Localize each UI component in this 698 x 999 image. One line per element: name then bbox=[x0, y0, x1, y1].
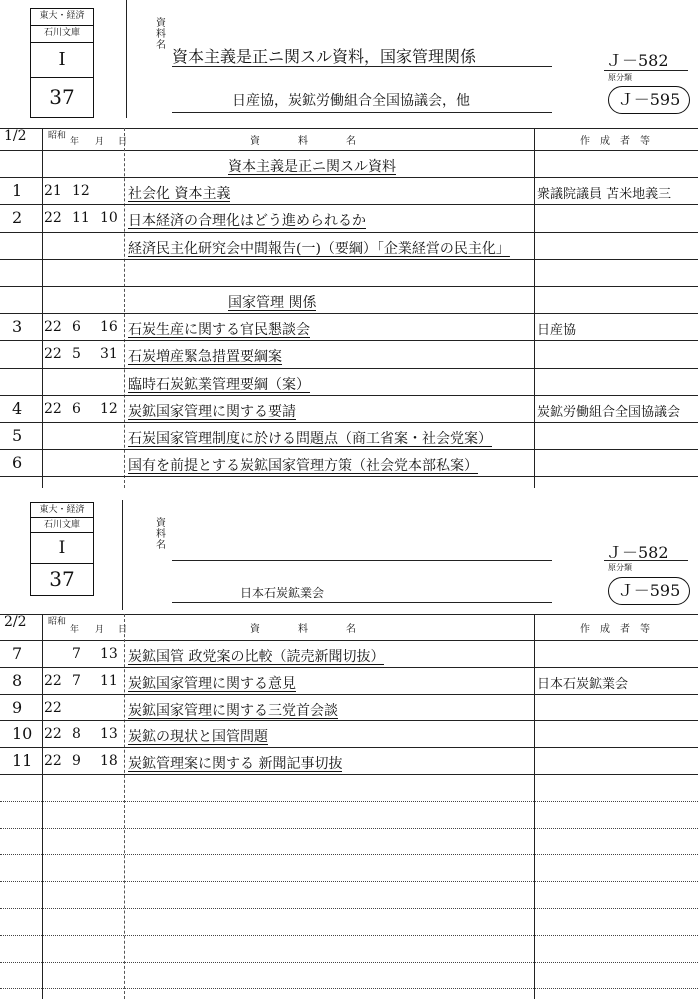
row-month: 12 bbox=[72, 183, 90, 200]
row-separator bbox=[0, 177, 698, 178]
row-separator bbox=[0, 313, 698, 314]
row-day: 18 bbox=[100, 753, 118, 770]
header-day: 日 bbox=[118, 625, 128, 635]
row-day: 13 bbox=[100, 646, 118, 662]
header-month: 月 bbox=[95, 137, 105, 147]
row-number: 2 bbox=[12, 208, 23, 228]
row-title: 炭鉱国管 政党案の比較（読売新聞切抜） bbox=[128, 649, 385, 665]
label-top: 東大・経済 bbox=[31, 9, 93, 26]
row-title: 炭鉱国家管理に関する意見 bbox=[128, 675, 296, 692]
shiryo-label: 資料名 bbox=[156, 518, 166, 551]
collection-label-box bbox=[30, 502, 94, 596]
row-separator bbox=[0, 449, 698, 450]
row-title: 臨時石炭鉱業管理要綱（案） bbox=[128, 376, 310, 393]
row-day: 12 bbox=[100, 400, 118, 417]
card-subtitle: 日本石炭鉱業会 bbox=[240, 586, 325, 600]
header-day: 日 bbox=[118, 137, 128, 147]
row-separator bbox=[0, 720, 698, 721]
row-author: 日本石炭鉱業会 bbox=[537, 676, 629, 692]
row-separator bbox=[0, 422, 698, 423]
row-number: 8 bbox=[12, 670, 23, 690]
card-divider bbox=[126, 0, 127, 118]
row-year: 22 bbox=[44, 210, 62, 227]
row-number: 1 bbox=[12, 181, 23, 201]
row-separator bbox=[0, 962, 698, 963]
header-month: 月 bbox=[95, 625, 105, 635]
label-middle: 石川文庫 bbox=[31, 26, 93, 43]
row-title: 国有を前提とする炭鉱国家管理方策（社会党本部私案） bbox=[128, 458, 478, 475]
row-month: 6 bbox=[72, 400, 81, 417]
label-number: 37 bbox=[49, 567, 75, 591]
row-number: 9 bbox=[12, 697, 23, 717]
row-year: 21 bbox=[44, 183, 62, 200]
row-title: 炭鉱国家管理に関する要請 bbox=[128, 403, 296, 420]
row-separator bbox=[0, 747, 698, 748]
row-author: 日産協 bbox=[537, 323, 577, 339]
row-title: 石炭国家管理制度に於ける問題点（商工省案・社会党案） bbox=[128, 431, 492, 447]
header-col-title: 資 料 名 bbox=[250, 624, 370, 635]
row-day: 10 bbox=[100, 210, 118, 227]
label-roman: I bbox=[31, 533, 93, 564]
card-subtitle: 日産協，炭鉱労働組合全国協議会，他 bbox=[232, 93, 470, 109]
header-era: 昭和 bbox=[48, 131, 67, 141]
row-title: 炭鉱国家管理に関する三党首会談 bbox=[128, 702, 338, 719]
row-separator bbox=[0, 259, 698, 260]
row-number: 11 bbox=[12, 751, 33, 771]
code-top: Ｊ－582 bbox=[606, 543, 669, 562]
row-title: 日本経済の合理化はどう進められるか bbox=[128, 213, 366, 230]
row-title: 石炭生産に関する官民懇談会 bbox=[128, 322, 310, 339]
row-separator bbox=[0, 774, 698, 775]
row-year: 22 bbox=[44, 346, 62, 363]
row-author: 炭鉱労働組合全国協議会 bbox=[537, 404, 681, 420]
row-number: 10 bbox=[12, 724, 33, 744]
header-year: 年 bbox=[70, 625, 80, 635]
row-author: 衆議院議員 苫米地義三 bbox=[537, 187, 672, 203]
row-day: 16 bbox=[100, 319, 118, 336]
row-separator bbox=[0, 908, 698, 909]
row-number: 4 bbox=[12, 398, 23, 418]
code-oval: Ｊ－595 bbox=[608, 577, 690, 605]
row-month: 7 bbox=[72, 672, 81, 689]
card-title: 資本主義是正ニ関スル資料，国家管理関係 bbox=[172, 47, 477, 66]
row-separator bbox=[0, 828, 698, 829]
header-year: 年 bbox=[70, 137, 80, 147]
label-top: 東大・経済 bbox=[31, 503, 93, 518]
row-separator bbox=[0, 476, 698, 477]
row-separator bbox=[0, 204, 698, 205]
row-day: 13 bbox=[100, 726, 118, 743]
row-year: 22 bbox=[44, 699, 62, 716]
row-separator bbox=[0, 340, 698, 341]
row-separator bbox=[0, 801, 698, 802]
label-number: 37 bbox=[49, 85, 75, 109]
row-day: 11 bbox=[100, 672, 118, 689]
row-separator bbox=[0, 667, 698, 668]
page-indicator: 1/2 bbox=[4, 128, 27, 144]
row-number: 5 bbox=[12, 426, 23, 445]
row-title: 石炭増産緊急措置要綱案 bbox=[128, 349, 282, 366]
row-number: 3 bbox=[12, 317, 23, 337]
row-separator bbox=[0, 988, 698, 989]
row-year: 22 bbox=[44, 726, 62, 743]
row-month: 9 bbox=[72, 753, 81, 770]
row-title: 資本主義是正ニ関スル資料 bbox=[228, 159, 396, 175]
row-year: 22 bbox=[44, 672, 62, 689]
page-indicator: 2/2 bbox=[4, 614, 27, 630]
collection-label-box bbox=[30, 8, 94, 118]
row-month: 5 bbox=[72, 346, 81, 363]
row-number: 7 bbox=[12, 644, 23, 663]
row-month: 11 bbox=[72, 210, 90, 227]
row-separator bbox=[0, 286, 698, 287]
row-separator bbox=[0, 935, 698, 936]
row-separator bbox=[0, 694, 698, 695]
header-era: 昭和 bbox=[48, 617, 67, 627]
row-separator bbox=[0, 881, 698, 882]
row-month: 6 bbox=[72, 319, 81, 336]
label-roman: I bbox=[31, 43, 93, 78]
row-month: 7 bbox=[72, 646, 81, 662]
header-col-author: 作 成 者 等 bbox=[580, 624, 650, 635]
row-separator bbox=[0, 232, 698, 233]
header-col-title: 資 料 名 bbox=[250, 136, 370, 147]
row-separator bbox=[0, 854, 698, 855]
code-small-label: 原分類 bbox=[608, 563, 632, 572]
row-separator bbox=[0, 395, 698, 396]
row-title: 炭鉱管理案に関する 新聞記事切抜 bbox=[128, 756, 343, 773]
header-col-author: 作 成 者 等 bbox=[580, 136, 650, 147]
row-month: 8 bbox=[72, 726, 81, 743]
label-middle: 石川文庫 bbox=[31, 518, 93, 533]
row-title: 社会化 資本主義 bbox=[128, 186, 231, 203]
shiryo-label: 資料名 bbox=[156, 18, 166, 51]
row-number: 6 bbox=[12, 453, 23, 473]
row-year: 22 bbox=[44, 319, 62, 336]
row-title: 国家管理 関係 bbox=[228, 295, 317, 311]
code-oval: Ｊ－595 bbox=[608, 86, 690, 114]
row-title: 炭鉱の現状と国管問題 bbox=[128, 729, 268, 746]
row-separator bbox=[0, 368, 698, 369]
row-year: 22 bbox=[44, 400, 62, 417]
row-day: 31 bbox=[100, 346, 118, 363]
code-small-label: 原分類 bbox=[608, 73, 632, 82]
code-top: Ｊ－582 bbox=[606, 51, 669, 70]
row-year: 22 bbox=[44, 753, 62, 770]
row-title: 経済民主化研究会中間報告(一)（要綱）「企業経営の民主化」 bbox=[128, 240, 510, 257]
